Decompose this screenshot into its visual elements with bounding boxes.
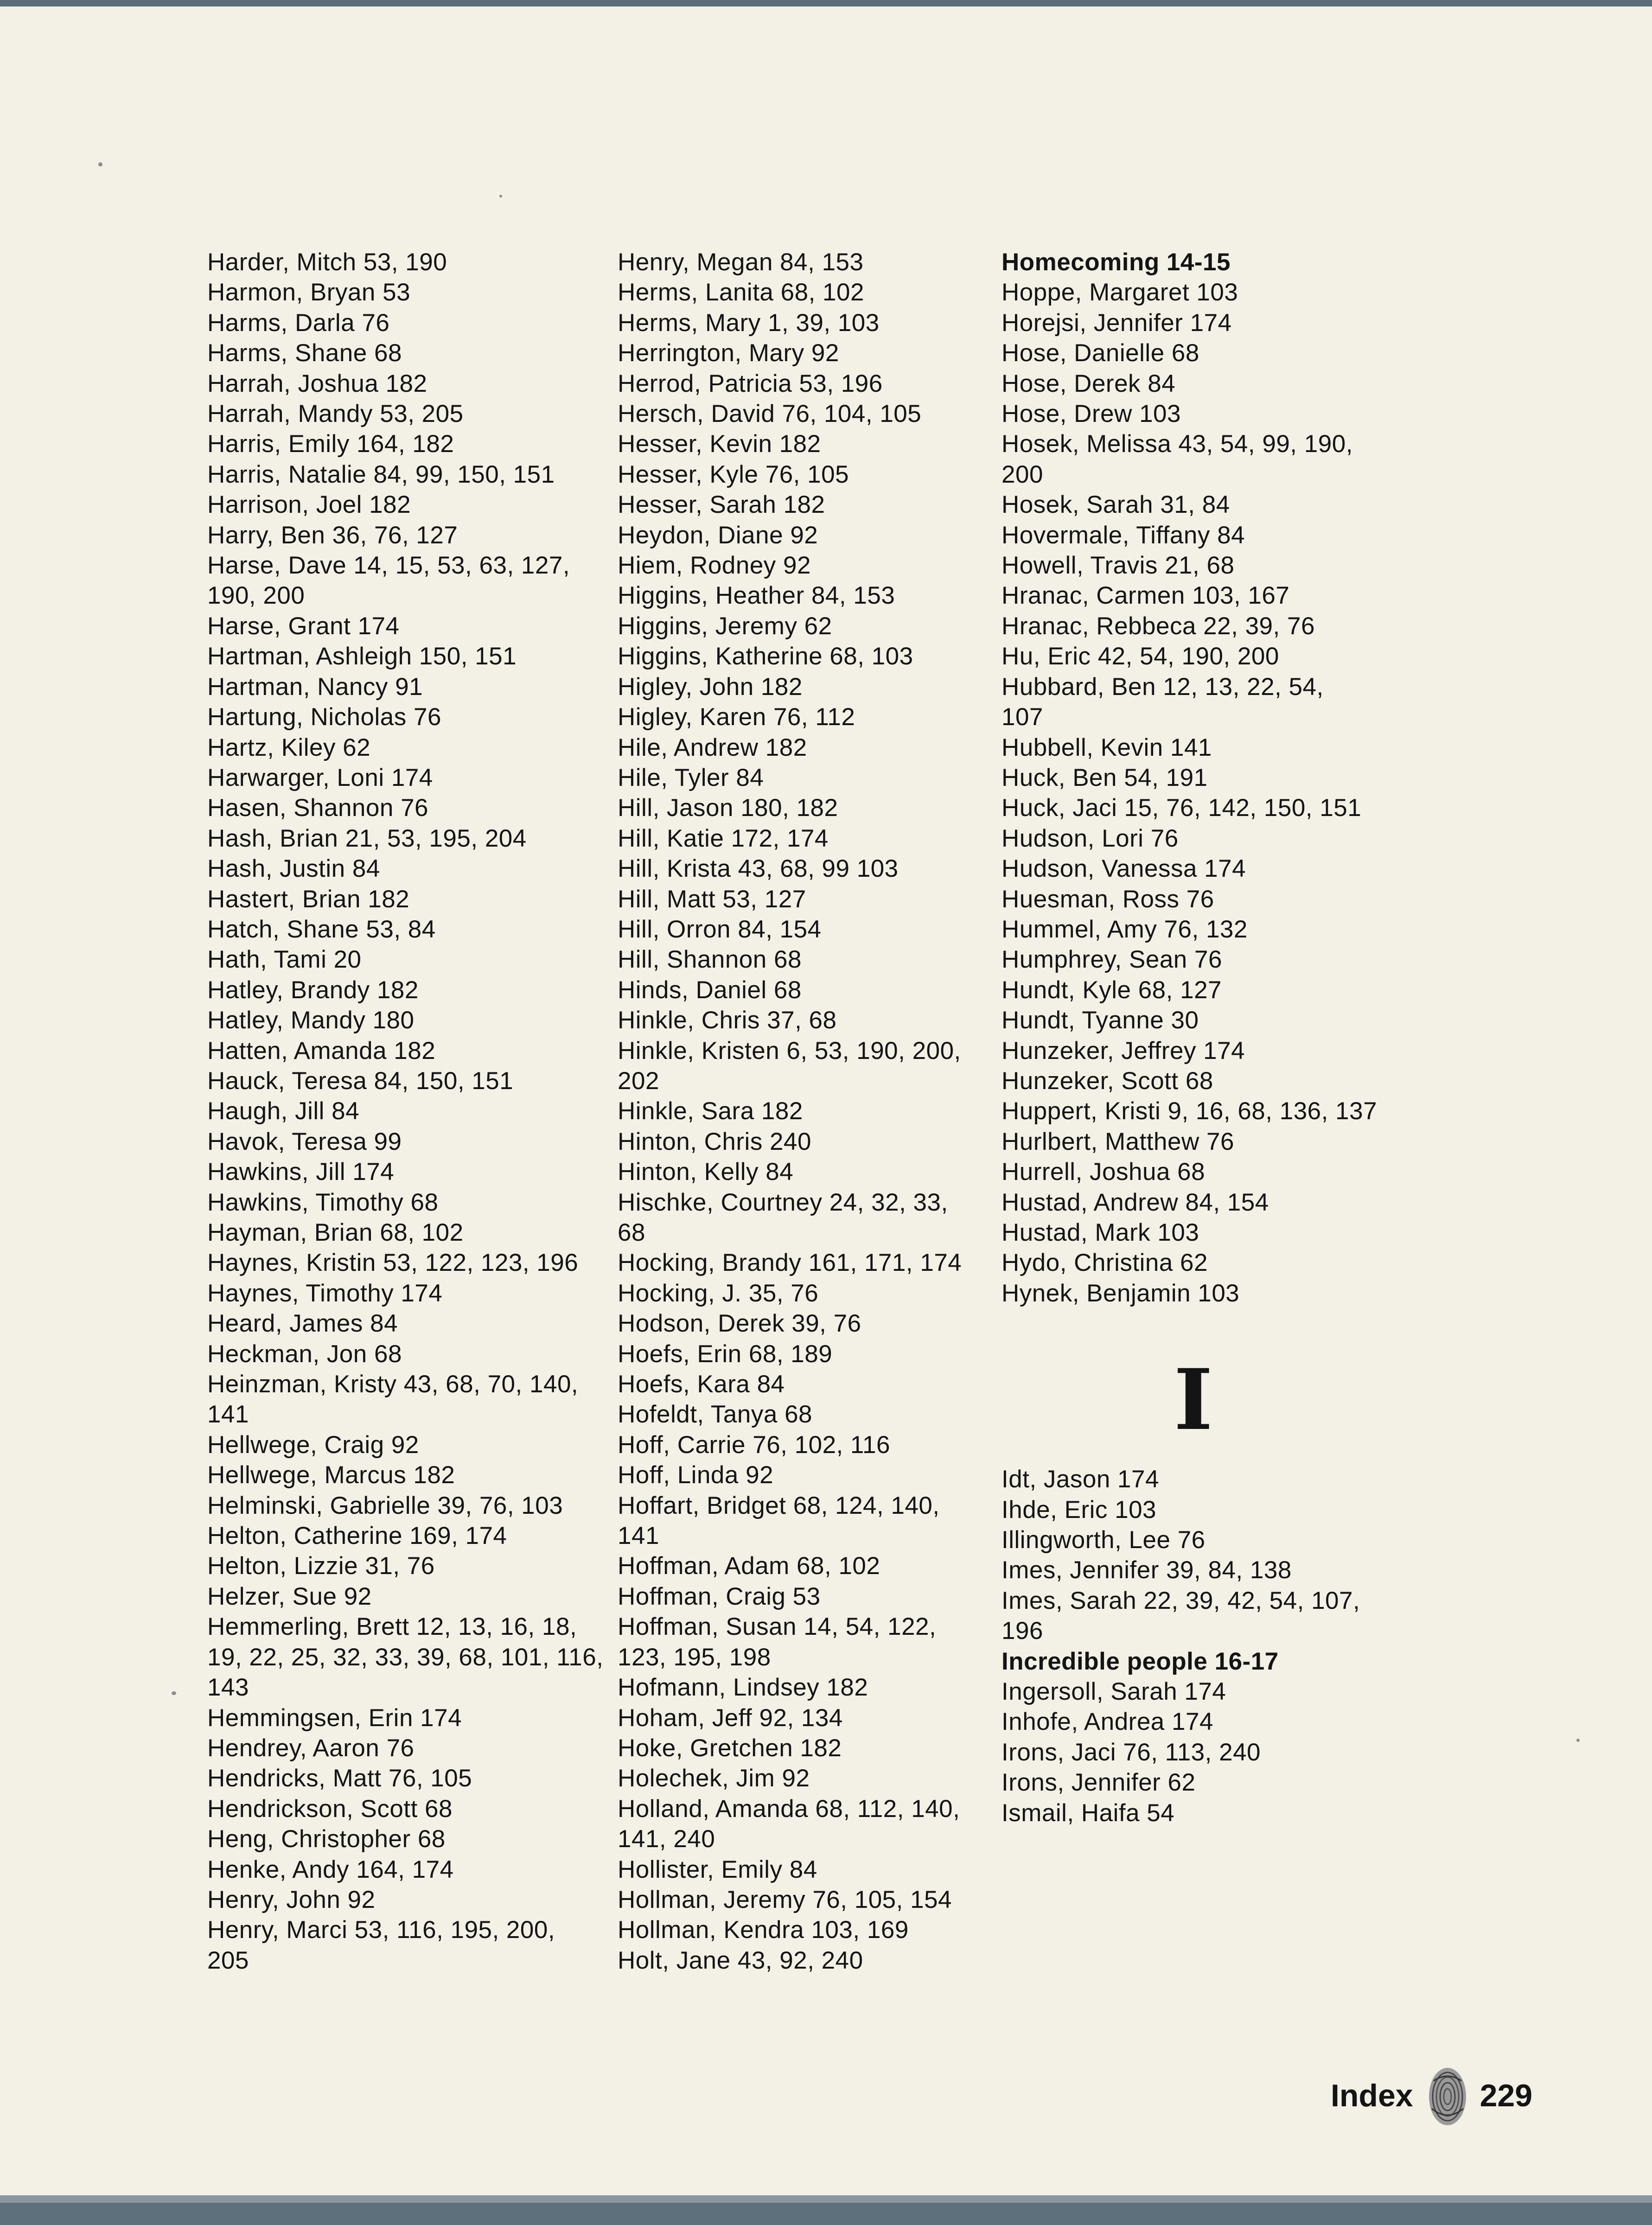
index-entry: 196 (1001, 1617, 1043, 1645)
index-entry: Holechek, Jim 92 (618, 1765, 810, 1792)
index-column-2 (618, 247, 993, 1976)
index-entry: Harrah, Mandy 53, 205 (207, 400, 464, 428)
index-entry: Hurrell, Joshua 68 (1001, 1158, 1206, 1186)
index-entry: Hatten, Amanda 182 (207, 1037, 436, 1065)
index-entry: Hynek, Benjamin 103 (1001, 1279, 1240, 1307)
index-entry: Higgins, Jeremy 62 (618, 612, 832, 640)
index-entry: Hranac, Carmen 103, 167 (1001, 582, 1290, 610)
index-entry: 19, 22, 25, 32, 33, 39, 68, 101, 116, (207, 1643, 604, 1671)
index-entry: Harrison, Joel 182 (207, 491, 411, 519)
index-entry: Hranac, Rebbeca 22, 39, 76 (1001, 612, 1315, 640)
index-column-3 (1001, 247, 1391, 1828)
index-entry: Hocking, Brandy 161, 171, 174 (618, 1249, 962, 1277)
index-column-1 (207, 247, 606, 1976)
index-topic-entry: Homecoming 14-15 (1001, 249, 1231, 276)
index-entry: Helminski, Gabrielle 39, 76, 103 (207, 1492, 563, 1519)
index-entry: Hoham, Jeff 92, 134 (618, 1704, 843, 1732)
index-entry: Hartman, Ashleigh 150, 151 (207, 643, 517, 670)
index-entry: 200 (1001, 460, 1043, 488)
index-entry: Hubbell, Kevin 141 (1001, 733, 1212, 761)
bottom-cover-edge (0, 2195, 1652, 2225)
index-entry: Ingersoll, Sarah 174 (1001, 1678, 1226, 1706)
index-entry: Harry, Ben 36, 76, 127 (207, 521, 458, 549)
index-entry: Inhofe, Andrea 174 (1001, 1708, 1213, 1736)
index-entry: Holland, Amanda 68, 112, 140, (618, 1795, 960, 1823)
index-entry: Harms, Shane 68 (207, 339, 402, 367)
index-entry: Hatch, Shane 53, 84 (207, 915, 436, 943)
index-entry: Hill, Katie 172, 174 (618, 824, 829, 852)
index-entry: Hustad, Andrew 84, 154 (1001, 1188, 1269, 1216)
fingerprint-emblem-icon (1425, 2062, 1470, 2129)
index-entry: Irons, Jaci 76, 113, 240 (1001, 1738, 1261, 1766)
index-entry: Hoffart, Bridget 68, 124, 140, (618, 1492, 940, 1519)
index-entry: Hauck, Teresa 84, 150, 151 (207, 1067, 514, 1095)
index-entry: Humphrey, Sean 76 (1001, 946, 1222, 974)
index-topic-entry: Incredible people 16-17 (1001, 1647, 1279, 1675)
index-entry: Hasen, Shannon 76 (207, 794, 429, 822)
index-entry: Herrod, Patricia 53, 196 (618, 370, 883, 397)
index-entry: Hunzeker, Jeffrey 174 (1001, 1037, 1245, 1065)
index-entry: Henke, Andy 164, 174 (207, 1855, 454, 1883)
index-entry: Huppert, Kristi 9, 16, 68, 136, 137 (1001, 1097, 1378, 1125)
index-entry: Hundt, Kyle 68, 127 (1001, 976, 1222, 1004)
index-entry: Higgins, Katherine 68, 103 (618, 643, 913, 670)
index-entry: Higley, Karen 76, 112 (618, 703, 855, 731)
index-entry: Ismail, Haifa 54 (1001, 1799, 1175, 1827)
index-entry: Hartz, Kiley 62 (207, 733, 371, 761)
index-entry: Harrah, Joshua 182 (207, 370, 427, 397)
index-entry: Hersch, David 76, 104, 105 (618, 400, 922, 428)
index-entry: Imes, Jennifer 39, 84, 138 (1001, 1556, 1292, 1584)
index-entry: Hendrickson, Scott 68 (207, 1795, 453, 1823)
index-entry: 205 (207, 1946, 249, 1974)
index-entry: Hosek, Sarah 31, 84 (1001, 491, 1230, 519)
index-entry: 141 (618, 1522, 659, 1550)
index-entry: Heard, James 84 (207, 1310, 398, 1338)
index-entry: Hydo, Christina 62 (1001, 1249, 1208, 1277)
index-entry: 143 (207, 1674, 249, 1702)
index-entry: Imes, Sarah 22, 39, 42, 54, 107, (1001, 1587, 1360, 1614)
index-entry: Hovermale, Tiffany 84 (1001, 521, 1245, 549)
index-entry: Hiem, Rodney 92 (618, 552, 811, 580)
index-entry: Harmon, Bryan 53 (207, 279, 411, 306)
index-entry: Hill, Krista 43, 68, 99 103 (618, 855, 899, 883)
index-entry: Hill, Orron 84, 154 (618, 915, 822, 943)
index-entry: Huesman, Ross 76 (1001, 885, 1214, 913)
index-entry: Havok, Teresa 99 (207, 1128, 402, 1155)
index-entry: Heckman, Jon 68 (207, 1340, 402, 1368)
index-entry: Hash, Brian 21, 53, 195, 204 (207, 824, 527, 852)
index-entry: Howell, Travis 21, 68 (1001, 552, 1235, 580)
index-entry: Higley, John 182 (618, 673, 803, 701)
index-entry: Hunzeker, Scott 68 (1001, 1067, 1213, 1095)
index-entry: Hoffman, Adam 68, 102 (618, 1552, 880, 1580)
index-entry: Haugh, Jill 84 (207, 1097, 360, 1125)
index-entry: Hatley, Brandy 182 (207, 976, 419, 1004)
index-entry: Hile, Andrew 182 (618, 733, 807, 761)
index-entry: Hubbard, Ben 12, 13, 22, 54, (1001, 673, 1324, 701)
index-entry: Hayman, Brian 68, 102 (207, 1219, 464, 1246)
index-entry: Heinzman, Kristy 43, 68, 70, 140, (207, 1371, 579, 1398)
paper-speck (172, 1691, 176, 1695)
index-entry: Harder, Mitch 53, 190 (207, 249, 447, 276)
index-entry: Hollman, Jeremy 76, 105, 154 (618, 1886, 952, 1913)
index-entry: Henry, John 92 (207, 1886, 376, 1913)
index-entry: Haynes, Kristin 53, 122, 123, 196 (207, 1249, 579, 1277)
index-entry: Harse, Dave 14, 15, 53, 63, 127, (207, 552, 570, 580)
page-footer (1331, 2062, 1532, 2129)
index-entry: Hinkle, Sara 182 (618, 1097, 803, 1125)
index-entry: 141 (207, 1401, 249, 1428)
index-entry: Hendricks, Matt 76, 105 (207, 1765, 472, 1792)
index-column-3-h-entries (1001, 247, 1391, 1308)
index-entry: Hile, Tyler 84 (618, 764, 764, 791)
index-entry: Hellwege, Marcus 182 (207, 1461, 455, 1489)
index-entry: Hinton, Chris 240 (618, 1128, 811, 1155)
index-entry: Hoppe, Margaret 103 (1001, 279, 1238, 306)
index-entry: Hartman, Nancy 91 (207, 673, 423, 701)
index-entry: Harris, Natalie 84, 99, 150, 151 (207, 460, 555, 488)
index-entry: Hummel, Amy 76, 132 (1001, 915, 1248, 943)
index-entry: Hemmerling, Brett 12, 13, 16, 18, (207, 1613, 577, 1641)
paper-speck (98, 162, 102, 166)
index-entry: Hischke, Courtney 24, 32, 33, (618, 1188, 948, 1216)
index-entry: Henry, Megan 84, 153 (618, 249, 864, 276)
index-entry: Hinkle, Kristen 6, 53, 190, 200, (618, 1037, 961, 1065)
index-entry: Heng, Christopher 68 (207, 1825, 446, 1853)
index-entry: Harms, Darla 76 (207, 309, 390, 337)
index-entry: Hustad, Mark 103 (1001, 1219, 1199, 1246)
index-entry: Hudson, Vanessa 174 (1001, 855, 1246, 883)
index-entry: Hill, Jason 180, 182 (618, 794, 838, 822)
index-entry: Heydon, Diane 92 (618, 521, 818, 549)
index-entry: Hellwege, Craig 92 (207, 1431, 419, 1459)
index-entry: Ihde, Eric 103 (1001, 1496, 1157, 1524)
index-entry: Hatley, Mandy 180 (207, 1007, 415, 1034)
index-entry: Hoffman, Susan 14, 54, 122, (618, 1613, 937, 1641)
index-column-3-i-entries (1001, 1464, 1391, 1828)
index-entry: Holt, Jane 43, 92, 240 (618, 1946, 863, 1974)
index-entry: Huck, Jaci 15, 76, 142, 150, 151 (1001, 794, 1362, 822)
index-entry: Hill, Shannon 68 (618, 946, 802, 974)
index-entry: Hastert, Brian 182 (207, 885, 410, 913)
index-entry: Hoffman, Craig 53 (618, 1582, 821, 1610)
index-entry: Hinds, Daniel 68 (618, 976, 802, 1004)
index-entry: 68 (618, 1219, 645, 1246)
index-entry: Hill, Matt 53, 127 (618, 885, 806, 913)
index-entry: Haynes, Timothy 174 (207, 1279, 443, 1307)
index-entry: Henry, Marci 53, 116, 195, 200, (207, 1916, 555, 1944)
paper-speck (499, 195, 502, 198)
index-entry: Hawkins, Timothy 68 (207, 1188, 439, 1216)
index-entry: 107 (1001, 703, 1043, 731)
index-entry: Hose, Danielle 68 (1001, 339, 1199, 367)
page-number: 229 (1480, 2078, 1533, 2113)
index-entry: Hinkle, Chris 37, 68 (618, 1007, 837, 1034)
index-entry: Hawkins, Jill 174 (207, 1158, 395, 1186)
index-entry: Hofmann, Lindsey 182 (618, 1674, 868, 1702)
index-entry: Hodson, Derek 39, 76 (618, 1310, 861, 1338)
index-entry: 202 (618, 1067, 659, 1095)
index-entry: Hocking, J. 35, 76 (618, 1279, 819, 1307)
index-entry: Idt, Jason 174 (1001, 1466, 1159, 1493)
index-entry: 123, 195, 198 (618, 1643, 771, 1671)
index-entry: Hofeldt, Tanya 68 (618, 1401, 813, 1428)
index-entry: Harris, Emily 164, 182 (207, 430, 454, 458)
index-entry: Higgins, Heather 84, 153 (618, 582, 895, 610)
index-entry: Hesser, Sarah 182 (618, 491, 825, 519)
index-entry: Hendrey, Aaron 76 (207, 1734, 415, 1762)
section-letter-heading: I (1174, 1351, 1213, 1449)
index-entry: Huck, Ben 54, 191 (1001, 764, 1208, 791)
index-entry: Hose, Derek 84 (1001, 370, 1176, 397)
index-entry: Hesser, Kevin 182 (618, 430, 821, 458)
index-entry: Herms, Mary 1, 39, 103 (618, 309, 880, 337)
index-entry: Hundt, Tyanne 30 (1001, 1007, 1199, 1034)
index-entry: Harse, Grant 174 (207, 612, 400, 640)
footer-label: Index (1331, 2078, 1413, 2113)
index-entry: Hudson, Lori 76 (1001, 824, 1179, 852)
index-entry: Hurlbert, Matthew 76 (1001, 1128, 1234, 1155)
index-entry: Hoff, Carrie 76, 102, 116 (618, 1431, 890, 1459)
index-entry: Helton, Catherine 169, 174 (207, 1522, 507, 1550)
top-cover-edge (0, 0, 1652, 6)
index-entry: 141, 240 (618, 1825, 715, 1853)
index-entry: Hoke, Gretchen 182 (618, 1734, 842, 1762)
index-entry: Herrington, Mary 92 (618, 339, 839, 367)
index-entry: Hosek, Melissa 43, 54, 99, 190, (1001, 430, 1353, 458)
index-entry: Hu, Eric 42, 54, 190, 200 (1001, 643, 1279, 670)
index-entry: Hinton, Kelly 84 (618, 1158, 794, 1186)
index-entry: Hoefs, Kara 84 (618, 1371, 785, 1398)
index-entry: 190, 200 (207, 582, 305, 610)
index-entry: Helzer, Sue 92 (207, 1582, 372, 1610)
index-entry: Hemmingsen, Erin 174 (207, 1704, 462, 1732)
index-entry: Hash, Justin 84 (207, 855, 380, 883)
index-entry: Hollman, Kendra 103, 169 (618, 1916, 909, 1944)
index-entry: Hartung, Nicholas 76 (207, 703, 441, 731)
index-entry: Hose, Drew 103 (1001, 400, 1181, 428)
index-entry: Hoefs, Erin 68, 189 (618, 1340, 833, 1368)
paper-speck (1576, 1739, 1580, 1742)
index-entry: Illingworth, Lee 76 (1001, 1526, 1206, 1554)
index-entry: Irons, Jennifer 62 (1001, 1769, 1196, 1797)
index-entry: Hesser, Kyle 76, 105 (618, 460, 849, 488)
index-entry: Hath, Tami 20 (207, 946, 362, 974)
index-entry: Hoff, Linda 92 (618, 1461, 774, 1489)
index-entry: Hollister, Emily 84 (618, 1855, 817, 1883)
index-entry: Helton, Lizzie 31, 76 (207, 1552, 435, 1580)
index-entry: Herms, Lanita 68, 102 (618, 279, 864, 306)
index-entry: Horejsi, Jennifer 174 (1001, 309, 1232, 337)
index-entry: Harwarger, Loni 174 (207, 764, 433, 791)
